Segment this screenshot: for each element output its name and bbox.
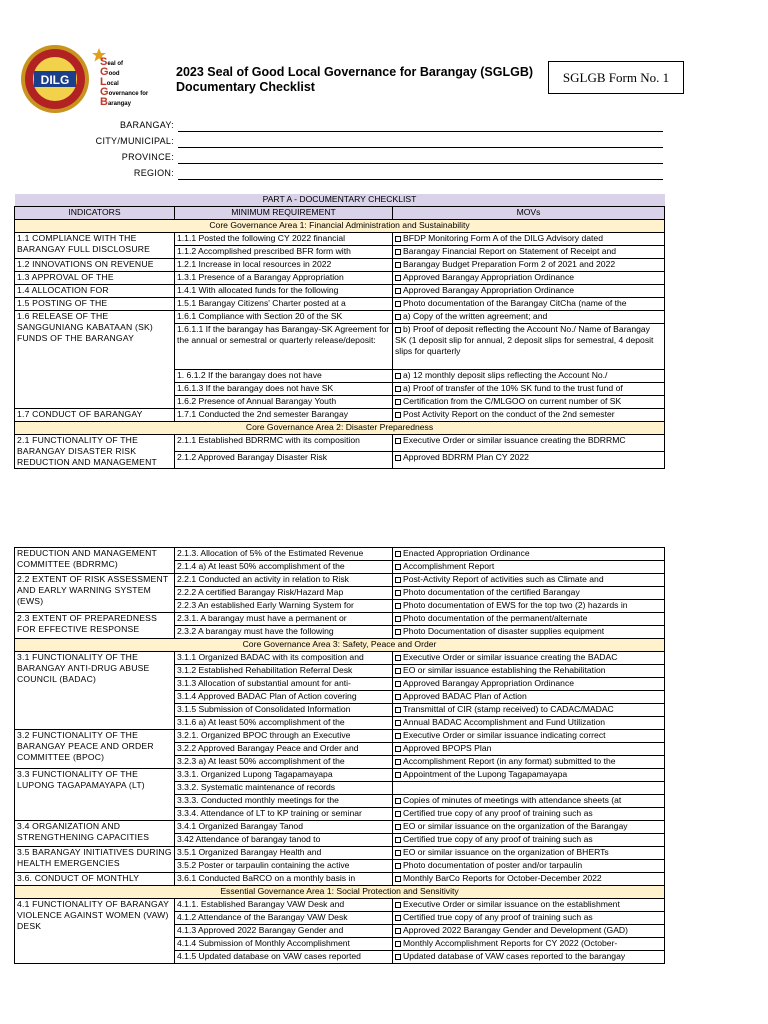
- part-title: PART A - DOCUMENTARY CHECKLIST: [15, 194, 665, 207]
- checkbox-icon[interactable]: [395, 707, 401, 713]
- mov-cell[interactable]: a) Proof of transfer of the 10% SK fund to the trust fund of: [393, 383, 665, 396]
- indicator-cell: 1.7 CONDUCT OF BARANGAY: [15, 409, 175, 422]
- mov-cell[interactable]: Barangay Financial Report on Statement of Receipt and: [393, 246, 665, 259]
- region-field[interactable]: REGION:: [0, 167, 768, 181]
- svg-text:DILG: DILG: [40, 73, 70, 87]
- checkbox-icon[interactable]: [395, 759, 401, 765]
- requirement-cell: 2.3.1. A barangay must have a permanent or: [175, 613, 393, 626]
- indicator-cell: 2.3 EXTENT OF PREPAREDNESS FOR EFFECTIVE RESPONSE: [15, 613, 175, 639]
- requirement-cell: 3.3.2. Systematic maintenance of records: [175, 782, 393, 795]
- mov-cell[interactable]: Certified true copy of any proof of training such as: [393, 808, 665, 821]
- requirement-cell: 3.6.1 Conducted BaRCO on a monthly basis in: [175, 873, 393, 886]
- indicator-cell: 1.4 ALLOCATION FOR: [15, 285, 175, 298]
- requirement-cell: 3.1.1 Organized BADAC with its composition and: [175, 652, 393, 665]
- requirement-cell: 3.3.4. Attendance of LT to KP training or seminar: [175, 808, 393, 821]
- mov-cell[interactable]: Approved 2022 Barangay Gender and Development (GAD): [393, 925, 665, 938]
- mov-cell[interactable]: Approved Barangay Appropriation Ordinance: [393, 272, 665, 285]
- checkbox-icon[interactable]: [395, 386, 401, 392]
- checkbox-icon[interactable]: [395, 954, 401, 960]
- area-heading: Essential Governance Area 1: Social Protection and Sensitivity: [15, 886, 665, 899]
- col-header-requirement: MINIMUM REQUIREMENT: [175, 207, 393, 220]
- document-title: 2023 Seal of Good Local Governance for Barangay (SGLGB) Documentary Checklist: [176, 65, 534, 94]
- mov-cell[interactable]: Executive Order or similar issuance indicating correct: [393, 730, 665, 743]
- requirement-cell: 3.2.3 a) At least 50% accomplishment of the: [175, 756, 393, 769]
- checkbox-icon[interactable]: [395, 824, 401, 830]
- checkbox-icon[interactable]: [395, 915, 401, 921]
- indicator-cell: 3.4 ORGANIZATION AND STRENGTHENING CAPACITIES: [15, 821, 175, 847]
- requirement-cell: 1.7.1 Conducted the 2nd semester Barangay: [175, 409, 393, 422]
- barangay-field[interactable]: BARANGAY:: [0, 119, 768, 133]
- mov-cell[interactable]: Transmittal of CIR (stamp received) to CADAC/MADAC: [393, 704, 665, 717]
- mov-cell[interactable]: Photo documentation of EWS for the top two (2) hazards in: [393, 600, 665, 613]
- mov-cell[interactable]: Accomplishment Report: [393, 561, 665, 574]
- checkbox-icon[interactable]: [395, 399, 401, 405]
- checkbox-icon[interactable]: [395, 590, 401, 596]
- checkbox-icon[interactable]: [395, 902, 401, 908]
- indicator-cell: 1.3 APPROVAL OF THE: [15, 272, 175, 285]
- requirement-cell: 4.1.2 Attendance of the Barangay VAW Desk: [175, 912, 393, 925]
- checkbox-icon[interactable]: [395, 733, 401, 739]
- indicator-cell: 3.3 FUNCTIONALITY OF THE LUPONG TAGAPAMAYAPA (LT): [15, 769, 175, 821]
- mov-cell[interactable]: Photo documentation of poster and/or tarpaulin: [393, 860, 665, 873]
- mov-cell[interactable]: Photo documentation of the certified Barangay: [393, 587, 665, 600]
- checkbox-icon[interactable]: [395, 564, 401, 570]
- mov-cell[interactable]: Annual BADAC Accomplishment and Fund Utilization: [393, 717, 665, 730]
- mov-cell[interactable]: EO or similar issuance on the organization of BHERTs: [393, 847, 665, 860]
- requirement-cell: 1.3.1 Presence of a Barangay Appropriation: [175, 272, 393, 285]
- checkbox-icon[interactable]: [395, 577, 401, 583]
- mov-cell[interactable]: Copies of minutes of meetings with attendance sheets (at: [393, 795, 665, 808]
- requirement-cell: 4.1.4 Submission of Monthly Accomplishment: [175, 938, 393, 951]
- mov-cell[interactable]: Post Activity Report on the conduct of the 2nd semester: [393, 409, 665, 422]
- indicator-cell: 3.1 FUNCTIONALITY OF THE BARANGAY ANTI-DRUG ABUSE COUNCIL (BADAC): [15, 652, 175, 730]
- indicator-cell: 2.1 FUNCTIONALITY OF THE BARANGAY DISASTER RISK REDUCTION AND MANAGEMENT: [15, 435, 175, 469]
- checkbox-icon[interactable]: [395, 438, 401, 444]
- mov-cell[interactable]: Monthly BarCo Reports for October-December 2022: [393, 873, 665, 886]
- checkbox-icon[interactable]: [395, 928, 401, 934]
- checkbox-icon[interactable]: [395, 616, 401, 622]
- requirement-cell: 2.2.1 Conducted an activity in relation to Risk: [175, 574, 393, 587]
- checkbox-icon[interactable]: [395, 262, 401, 268]
- indicator-cell: 3.2 FUNCTIONALITY OF THE BARANGAY PEACE AND ORDER COMMITTEE (BPOC): [15, 730, 175, 769]
- checkbox-icon[interactable]: [395, 655, 401, 661]
- area-heading: Core Governance Area 2: Disaster Preparedness: [15, 422, 665, 435]
- area-heading: Core Governance Area 3: Safety, Peace and Order: [15, 639, 665, 652]
- requirement-cell: 2.1.4 a) At least 50% accomplishment of the: [175, 561, 393, 574]
- requirement-cell: 1.1.2 Accomplished prescribed BFR form with: [175, 246, 393, 259]
- mov-cell[interactable]: Photo Documentation of disaster supplies equipment: [393, 626, 665, 639]
- mov-cell[interactable]: Enacted Appropriation Ordinance: [393, 548, 665, 561]
- requirement-cell: 1.6.2 Presence of Annual Barangay Youth: [175, 396, 393, 409]
- checkbox-icon[interactable]: [395, 863, 401, 869]
- checkbox-icon[interactable]: [395, 301, 401, 307]
- checkbox-icon[interactable]: [395, 412, 401, 418]
- requirement-cell: 2.2.2 A certified Barangay Risk/Hazard Map: [175, 587, 393, 600]
- requirement-cell: 1.4.1 With allocated funds for the following: [175, 285, 393, 298]
- requirement-cell: 3.5.1 Organized Barangay Health and: [175, 847, 393, 860]
- indicator-cell: 1.2 INNOVATIONS ON REVENUE: [15, 259, 175, 272]
- requirement-cell: 3.42 Attendance of barangay tanod to: [175, 834, 393, 847]
- mov-cell[interactable]: Approved BADAC Plan of Action: [393, 691, 665, 704]
- mov-cell[interactable]: Post-Activity Report of activities such as Climate and: [393, 574, 665, 587]
- checkbox-icon[interactable]: [395, 876, 401, 882]
- province-field[interactable]: PROVINCE:: [0, 151, 768, 165]
- mov-cell[interactable]: Approved Barangay Appropriation Ordinance: [393, 678, 665, 691]
- requirement-cell: 2.2.3 An established Early Warning System for: [175, 600, 393, 613]
- checkbox-icon[interactable]: [395, 850, 401, 856]
- requirement-cell: 2.1.2 Approved Barangay Disaster Risk: [175, 452, 393, 469]
- mov-cell[interactable]: Executive Order or similar issuance creating the BDRRMC: [393, 435, 665, 452]
- checkbox-icon[interactable]: [395, 694, 401, 700]
- mov-cell[interactable]: Executive Order or similar issuance on the establishment: [393, 899, 665, 912]
- requirement-cell: 3.1.2 Established Rehabilitation Referral Desk: [175, 665, 393, 678]
- checkbox-icon[interactable]: [395, 629, 401, 635]
- requirement-cell: 1.6.1.1 If the barangay has Barangay-SK Agreement for the annual or semestral or quarterly release/deposit:: [175, 324, 393, 370]
- requirement-cell: 4.1.1. Established Barangay VAW Desk and: [175, 899, 393, 912]
- seal-logo: Seal of Good Local Governance for Barangay: [92, 46, 164, 114]
- form-number-box: SGLGB Form No. 1: [548, 61, 684, 94]
- mov-cell[interactable]: Monthly Accomplishment Reports for CY 2022 (October-: [393, 938, 665, 951]
- requirement-cell: 3.2.1. Organized BPOC through an Executive: [175, 730, 393, 743]
- checkbox-icon[interactable]: [395, 603, 401, 609]
- requirement-cell: 3.1.3 Allocation of substantial amount for anti-: [175, 678, 393, 691]
- requirement-cell: 2.1.1 Established BDRRMC with its composition: [175, 435, 393, 452]
- requirement-cell: 3.1.5 Submission of Consolidated Information: [175, 704, 393, 717]
- mov-cell[interactable]: b) Proof of deposit reflecting the Account No./ Name of Barangay SK (1 deposit slip for annual, 2 deposit slips for semestral, 4 deposit slips for quarterly: [393, 324, 665, 370]
- mov-cell[interactable]: Executive Order or similar issuance creating the BADAC: [393, 652, 665, 665]
- mov-cell[interactable]: Barangay Budget Preparation Form 2 of 2021 and 2022: [393, 259, 665, 272]
- checkbox-icon[interactable]: [395, 668, 401, 674]
- requirement-cell: 3.4.1 Organized Barangay Tanod: [175, 821, 393, 834]
- col-header-movs: MOVs: [393, 207, 665, 220]
- requirement-cell: 3.3.3. Conducted monthly meetings for the: [175, 795, 393, 808]
- requirement-cell: 2.3.2 A barangay must have the following: [175, 626, 393, 639]
- requirement-cell: 4.1.5 Updated database on VAW cases reported: [175, 951, 393, 964]
- mov-cell[interactable]: Appointment of the Lupong Tagapamayapa: [393, 769, 665, 782]
- requirement-cell: 1.2.1 Increase in local resources in 2022: [175, 259, 393, 272]
- mov-cell[interactable]: a) Copy of the written agreement; and: [393, 311, 665, 324]
- col-header-indicators: INDICATORS: [15, 207, 175, 220]
- checkbox-icon[interactable]: [395, 288, 401, 294]
- mov-cell[interactable]: Photo documentation of the permanent/alternate: [393, 613, 665, 626]
- requirement-cell: 1. 6.1.2 If the barangay does not have: [175, 370, 393, 383]
- mov-cell[interactable]: Certification from the C/MLGOO on current number of SK: [393, 396, 665, 409]
- requirement-cell: 1.6.1 Compliance with Section 20 of the SK: [175, 311, 393, 324]
- requirement-cell: 1.6.1.3 If the barangay does not have SK: [175, 383, 393, 396]
- checkbox-icon[interactable]: [395, 941, 401, 947]
- indicator-cell: 1.6 RELEASE OF THE SANGGUNIANG KABATAAN (SK) FUNDS OF THE BARANGAY: [15, 311, 175, 409]
- checkbox-icon[interactable]: [395, 837, 401, 843]
- requirement-cell: 4.1.3 Approved 2022 Barangay Gender and: [175, 925, 393, 938]
- indicator-cell: 3.5 BARANGAY INITIATIVES DURING HEALTH EMERGENCIES: [15, 847, 175, 873]
- checkbox-icon[interactable]: [395, 551, 401, 557]
- mov-cell[interactable]: Approved Barangay Appropriation Ordinance: [393, 285, 665, 298]
- checklist-table-part2: [14, 547, 665, 964]
- checkbox-icon[interactable]: [395, 798, 401, 804]
- mov-cell[interactable]: Updated database of VAW cases reported to the barangay: [393, 951, 665, 964]
- requirement-cell: 3.5.2 Poster or tarpaulin containing the active: [175, 860, 393, 873]
- indicator-cell: 2.2 EXTENT OF RISK ASSESSMENT AND EARLY WARNING SYSTEM (EWS): [15, 574, 175, 613]
- mov-cell[interactable]: BFDP Monitoring Form A of the DILG Advisory dated: [393, 233, 665, 246]
- mov-cell[interactable]: Approved BPOPS Plan: [393, 743, 665, 756]
- mov-cell[interactable]: Photo documentation of the Barangay CitCha (name of the: [393, 298, 665, 311]
- checkbox-icon[interactable]: [395, 772, 401, 778]
- checkbox-icon[interactable]: [395, 249, 401, 255]
- checkbox-icon[interactable]: [395, 373, 401, 379]
- page-header: [0, 0, 768, 120]
- mov-cell[interactable]: Accomplishment Report (in any format) submitted to the: [393, 756, 665, 769]
- requirement-cell: 3.2.2 Approved Barangay Peace and Order and: [175, 743, 393, 756]
- checkbox-icon[interactable]: [395, 746, 401, 752]
- city-municipal-field[interactable]: CITY/MUNICIPAL:: [0, 135, 768, 149]
- requirement-cell: 3.3.1. Organized Lupong Tagapamayapa: [175, 769, 393, 782]
- indicator-cell: 3.6. CONDUCT OF MONTHLY: [15, 873, 175, 886]
- requirement-cell: 1.5.1 Barangay Citizens' Charter posted at a: [175, 298, 393, 311]
- requirement-cell: 3.1.6 a) At least 50% accomplishment of the: [175, 717, 393, 730]
- mov-cell[interactable]: Certified true copy of any proof of training such as: [393, 834, 665, 847]
- dilg-logo: [20, 44, 90, 114]
- mov-cell: [393, 782, 665, 795]
- indicator-cell: REDUCTION AND MANAGEMENT COMMITTEE (BDRRMC): [15, 548, 175, 574]
- requirement-cell: 3.1.4 Approved BADAC Plan of Action covering: [175, 691, 393, 704]
- indicator-cell: 1.1 COMPLIANCE WITH THE BARANGAY FULL DISCLOSURE: [15, 233, 175, 259]
- requirement-cell: 2.1.3. Allocation of 5% of the Estimated Revenue: [175, 548, 393, 561]
- mov-cell[interactable]: EO or similar issuance on the organization of the Barangay: [393, 821, 665, 834]
- checkbox-icon[interactable]: [395, 327, 401, 333]
- mov-cell[interactable]: Certified true copy of any proof of training such as: [393, 912, 665, 925]
- checklist-table-part1: [14, 194, 665, 469]
- checkbox-icon[interactable]: [395, 236, 401, 242]
- checkbox-icon[interactable]: [395, 811, 401, 817]
- indicator-cell: 4.1 FUNCTIONALITY OF BARANGAY VIOLENCE AGAINST WOMEN (VAW) DESK: [15, 899, 175, 964]
- mov-cell[interactable]: EO or similar issuance establishing the Rehabilitation: [393, 665, 665, 678]
- checkbox-icon[interactable]: [395, 314, 401, 320]
- mov-cell[interactable]: a) 12 monthly deposit slips reflecting the Account No./: [393, 370, 665, 383]
- indicator-cell: 1.5 POSTING OF THE: [15, 298, 175, 311]
- checkbox-icon[interactable]: [395, 275, 401, 281]
- requirement-cell: 1.1.1 Posted the following CY 2022 financial: [175, 233, 393, 246]
- checkbox-icon[interactable]: [395, 720, 401, 726]
- mov-cell[interactable]: Approved BDRRM Plan CY 2022: [393, 452, 665, 469]
- checkbox-icon[interactable]: [395, 681, 401, 687]
- checkbox-icon[interactable]: [395, 455, 401, 461]
- area-heading: Core Governance Area 1: Financial Administration and Sustainability: [15, 220, 665, 233]
